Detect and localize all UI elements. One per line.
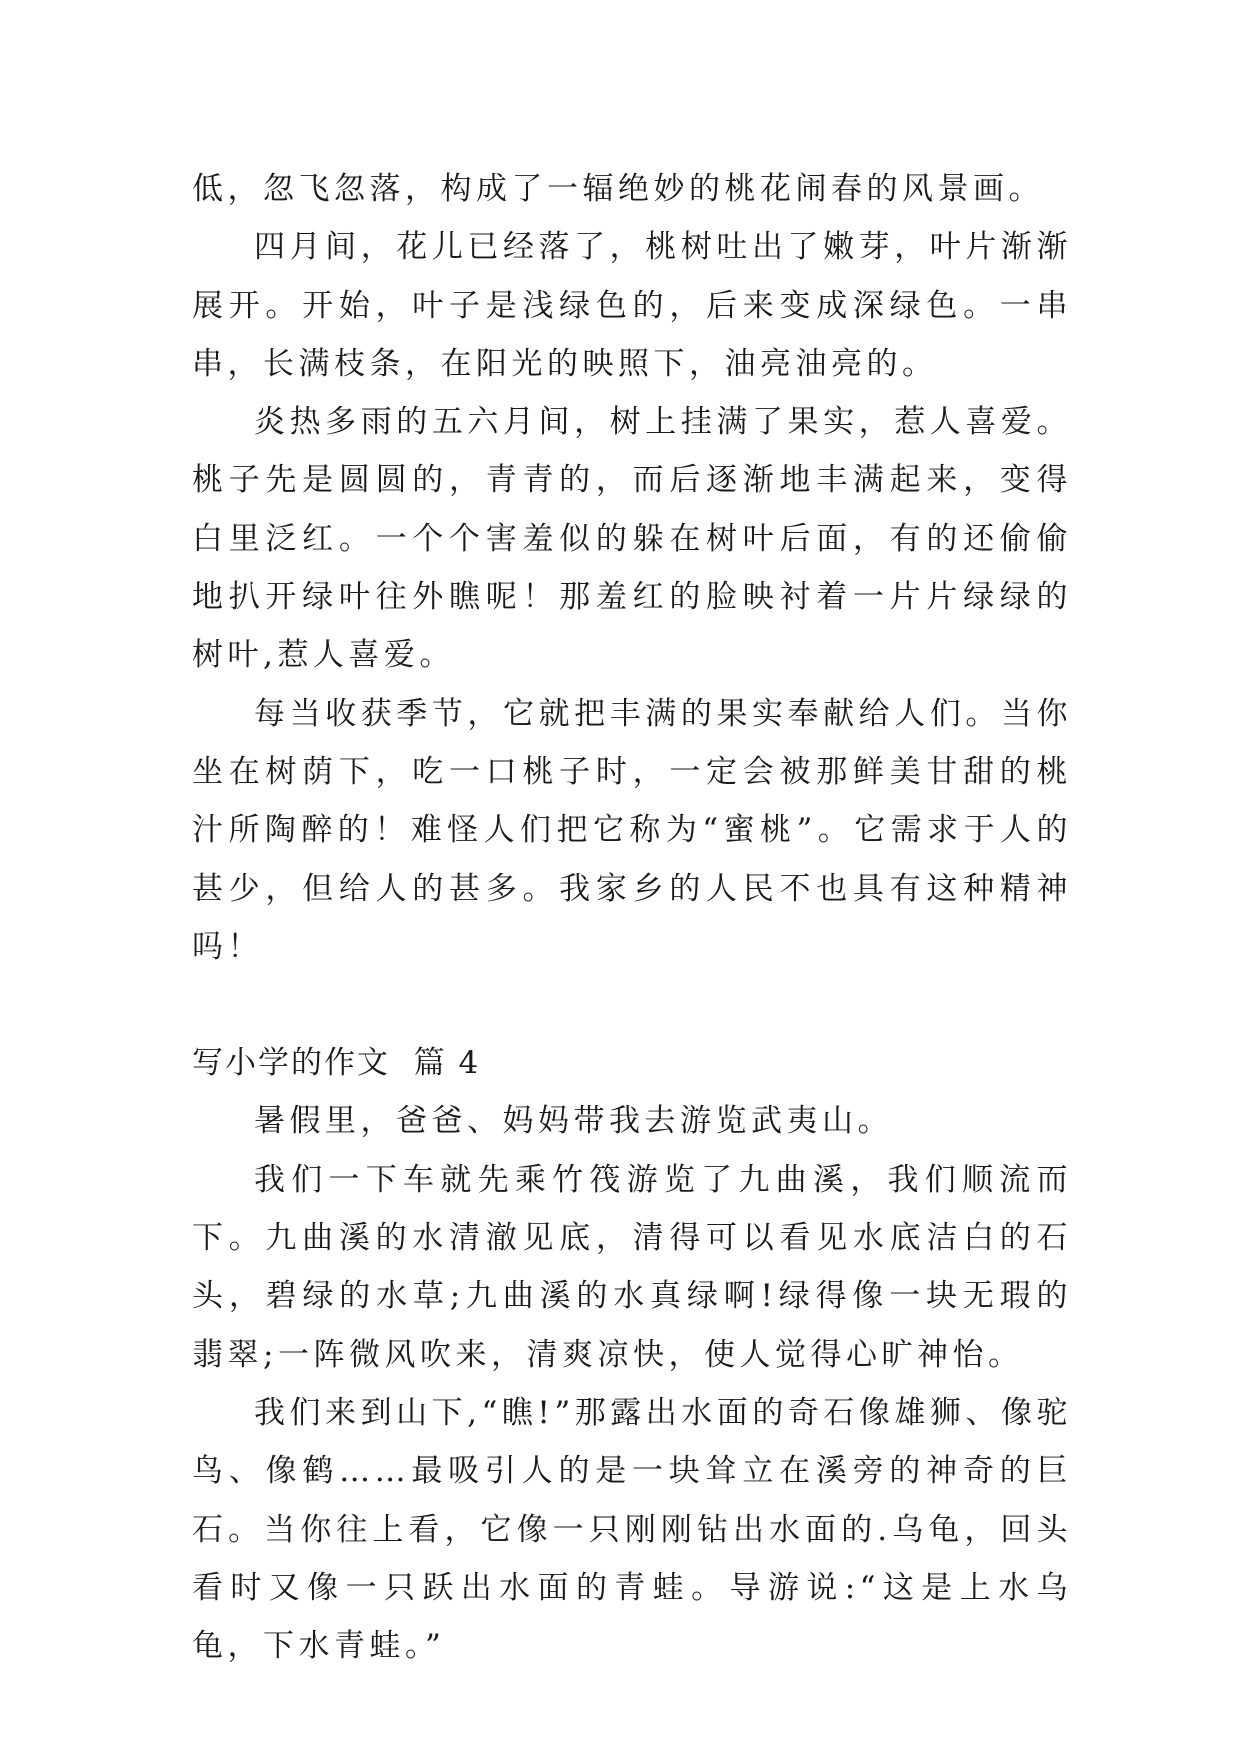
paragraph: 炎热多雨的五六月间，树上挂满了果实，惹人喜爱。桃子先是圆圆的，青青的，而后逐渐地丰满起来，变得白里泛红。一个个害羞似的躲在树叶后面，有的还偷偷地扒开绿叶往外瞧呢！那羞红的脸映衬着一片片绿绿的树叶,惹人喜爱。 <box>192 404 1072 674</box>
paragraph: 每当收获季节，它就把丰满的果实奉献给人们。当你坐在树荫下，吃一口桃子时，一定会被那鲜美甘甜的桃汁所陶醉的！难怪人们把它称为“蜜桃”。它需求于人的甚少，但给人的甚多。我家乡的人民不也具有这种精神吗！ <box>192 695 1072 965</box>
document-body <box>192 160 1072 1675</box>
paragraph: 暑假里，爸爸、妈妈带我去游览武夷山。 <box>254 1103 893 1140</box>
paragraph: 我们一下车就先乘竹筏游览了九曲溪，我们顺流而下。九曲溪的水清澈见底，清得可以看见水底洁白的石头，碧绿的水草;九曲溪的水真绿啊!绿得像一块无瑕的翡翠;一阵微风吹来，清爽凉快，使人觉得心旷神怡。 <box>192 1161 1072 1373</box>
section-heading: 写小学的作文 篇 4 <box>192 1045 481 1082</box>
paragraph: 四月间，花儿已经落了，桃树吐出了嫩芽，叶片渐渐展开。开始，叶子是浅绿色的，后来变成深绿色。一串串，长满枝条，在阳光的映照下，油亮油亮的。 <box>192 229 1072 382</box>
paragraph: 我们来到山下,“瞧!”那露出水面的奇石像雄狮、像驼鸟、像鹤……最吸引人的是一块耸立在溪旁的神奇的巨石。当你往上看，它像一只刚刚钻出水面的.乌龟，回头看时又像一只跃出水面的青蛙。导游说:“这是上水乌龟，下水青蛙。” <box>192 1394 1072 1665</box>
paragraph-continued: 低，忽飞忽落，构成了一辐绝妙的桃花闹春的风景画。 <box>192 171 1044 207</box>
